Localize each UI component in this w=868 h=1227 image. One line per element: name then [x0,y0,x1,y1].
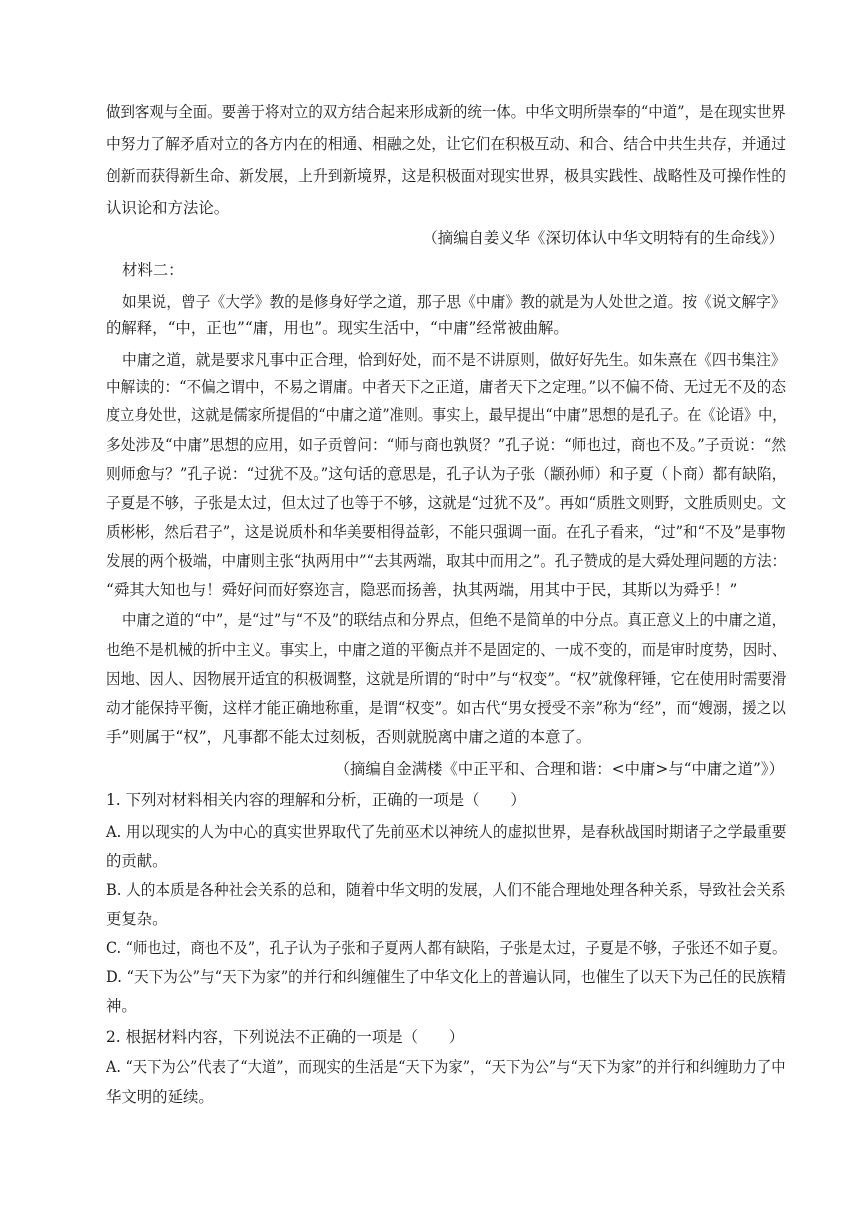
paragraph-line: 做到客观与全面。要善于将对立的双方结合起来形成新的统一体。中华文明所崇奉的“中道”，是在现实世界 [106,103,786,121]
question-stem: 2. 根据材料内容，下列说法不正确的一项是（ ） [106,1028,465,1046]
answer-option: 的贡献。 [106,852,168,870]
paragraph-line: 因地、因人、因物展开适宜的积极调整，这就是所谓的“时中”与“权变”。“权”就像秤锤，它在使用时需要滑 [106,670,787,688]
source-citation: （摘编自金满楼《中正平和、合理和谐：<中庸>与“中庸之道”》） [334,760,784,778]
paragraph-line: 中庸之道，就是要求凡事中正合理，恰到好处，而不是不讲原则，做好好先生。如朱熹在《四书集注》 [122,351,786,369]
paragraph-line: “舜其大知也与！舜好问而好察迩言，隐恶而扬善，执其两端，用其中于民，其斯以为舜乎！” [106,581,738,599]
source-citation: （摘编自姜义华《深切体认中华文明特有的生命线》） [422,229,784,247]
paragraph-line: 发展的两个极端，中庸则主张“执两用中”“去其两端，取其中而用之”。孔子赞成的是大舜处理问题的方法： [106,552,787,570]
paragraph-line: 的解释，“中，正也”“庸，用也”。现实生活中，“中庸”经常被曲解。 [106,319,569,337]
paragraph-line: 质彬彬，然后君子”，这是说质朴和华美要相得益彰，不能只强调一面。在孔子看来，“过”和“不及”是事物 [106,523,786,541]
paragraph-line: 则师愈与？”孔子说：“过犹不及。”这句话的意思是，孔子认为子张（颛孙师）和子夏（卜商）都有缺陷， [106,465,787,483]
paragraph-line: 也绝不是机械的折中主义。事实上，中庸之道的平衡点并不是固定的、一成不变的，而是审时度势，因时、 [106,641,787,659]
paragraph-line: 手”则属于“权”，凡事都不能太过刻板，否则就脱离中庸之道的本意了。 [106,728,592,746]
section-heading: 材料二： [122,261,184,279]
paragraph-line: 动才能保持平衡，这样才能正确地称重，是谓“权变”。如古代“男女授受不亲”称为“经”，而“嫂溺，援之以 [106,699,786,717]
answer-option: C. “师也过，商也不及”，孔子认为子张和子夏两人都有缺陷，子张是太过，子夏是不够，子张还不如子夏。 [106,939,787,957]
answer-option: 神。 [106,997,137,1015]
question-stem: 1. 下列对材料相关内容的理解和分析，正确的一项是（ ） [106,791,526,809]
answer-option: A. 用以现实的人为中心的真实世界取代了先前巫术以神统人的虚拟世界，是春秋战国时期诸子之学最重要 [106,823,787,841]
paragraph-line: 创新而获得新生命、新发展，上升到新境界，这是积极面对现实世界，极具实践性、战略性及可操作性的 [106,167,786,185]
paragraph-line: 子夏是不够，子张是太过，但太过了也等于不够，这就是“过犹不及”。再如“质胜文则野，文胜质则史。文 [106,494,787,512]
paragraph-line: 认识论和方法论。 [106,199,230,217]
paragraph-line: 多处涉及“中庸”思想的应用，如子贡曾问：“师与商也孰贤？”孔子说：“师也过，商也不及。”子贡说：“然 [106,436,787,454]
paragraph-line: 中庸之道的“中”，是“过”与“不及”的联结点和分界点，但绝不是简单的中分点。真正意义上的中庸之道， [122,611,787,629]
answer-option: D. “天下为公”与“天下为家”的并行和纠缠催生了中华文化上的普遍认同，也催生了以天下为己任的民族精 [106,968,786,986]
paragraph-line: 中解读的：“不偏之谓中，不易之谓庸。中者天下之正道，庸者天下之定理。”以不偏不倚、无过无不及的态 [106,378,787,396]
paragraph-line: 中努力了解矛盾对立的各方内在的相通、相融之处，让它们在积极互动、和合、结合中共生共存，并通过 [106,135,786,153]
answer-option: 更复杂。 [106,910,168,928]
paragraph-line: 度立身处世，这就是儒家所提倡的“中庸之道”准则。事实上，最早提出“中庸”思想的是孔子。在《论语》中， [106,406,787,424]
answer-option: 华文明的延续。 [106,1088,214,1106]
answer-option: A. “天下为公”代表了“大道”，而现实的生活是“天下为家”，“天下为公”与“天下为家”的并行和纠缠助力了中 [106,1058,786,1076]
paragraph-line: 如果说，曾子《大学》教的是修身好学之道，那子思《中庸》教的就是为人处世之道。按《说文解字》 [122,293,786,311]
answer-option: B. 人的本质是各种社会关系的总和，随着中华文明的发展，人们不能合理地处理各种关系，导致社会关系 [106,881,786,899]
